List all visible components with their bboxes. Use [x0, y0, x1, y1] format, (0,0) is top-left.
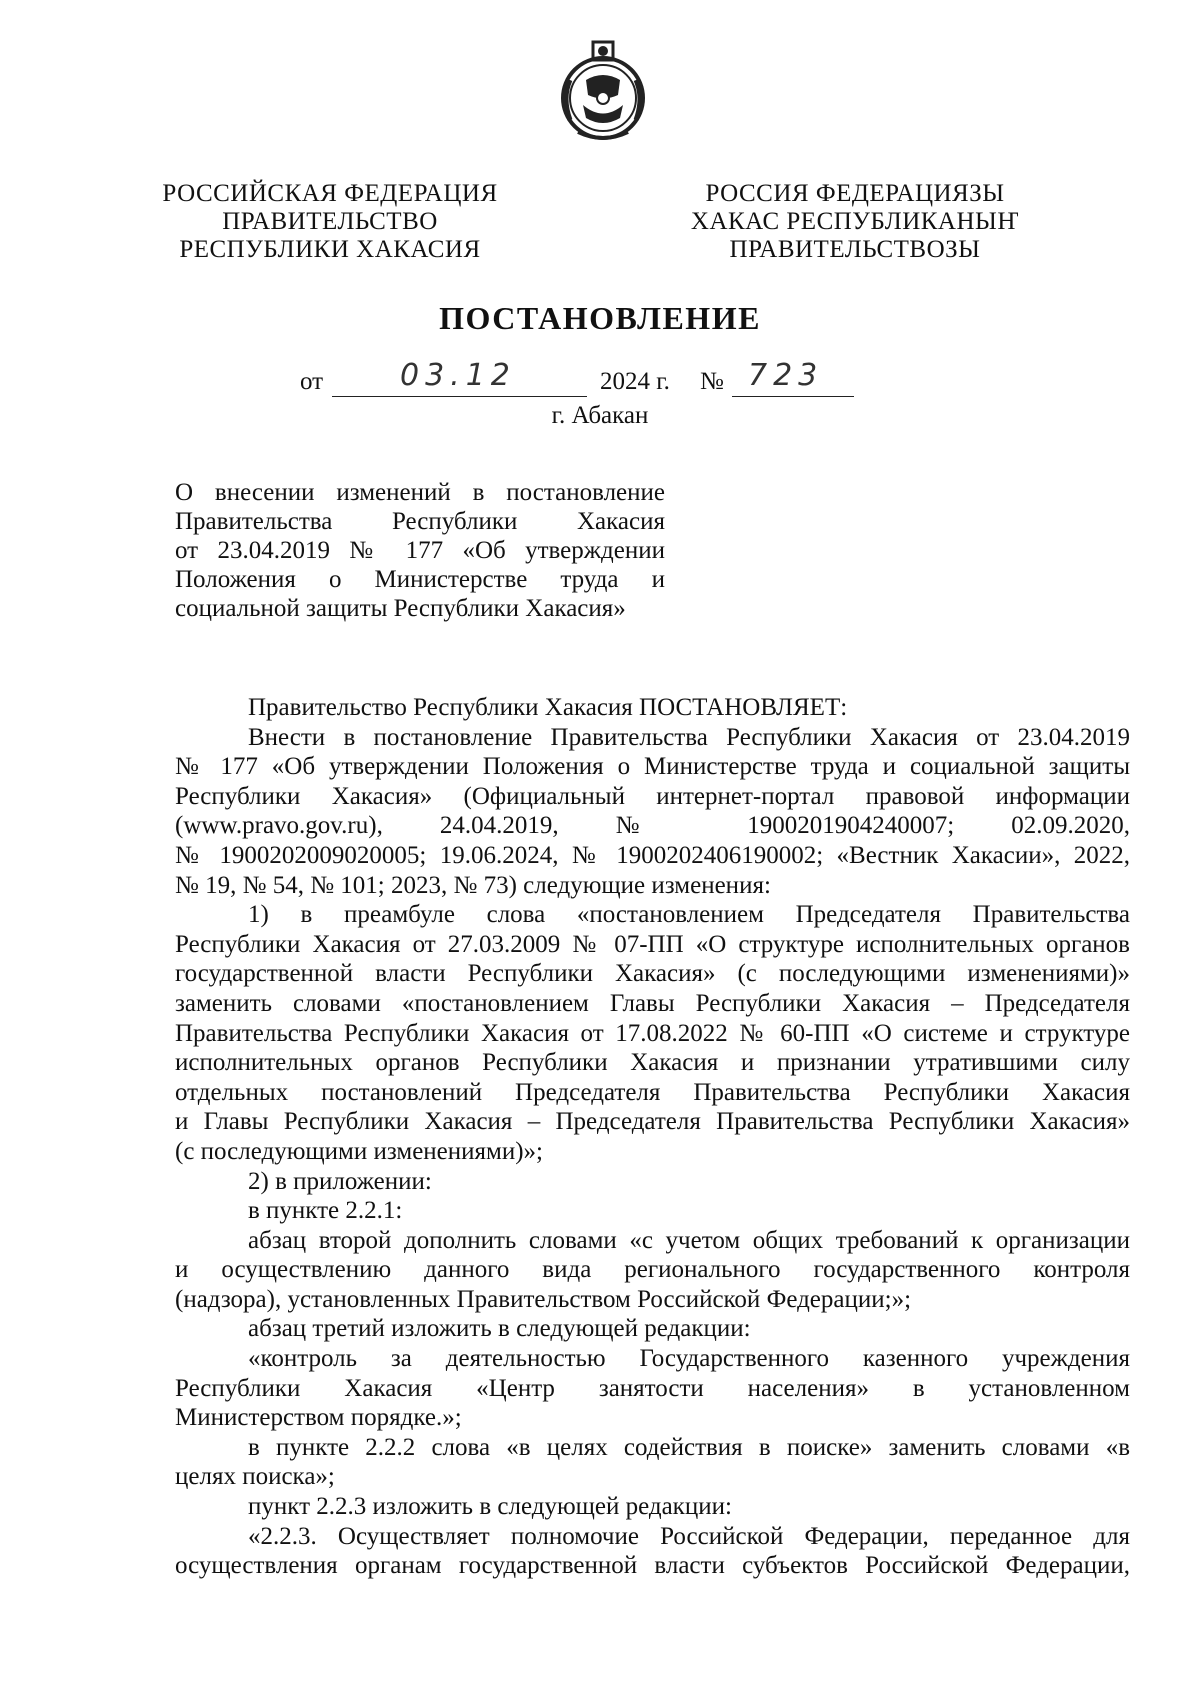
body-line: № 19, № 54, № 101; 2023, № 73) следующие изменения: — [175, 871, 771, 899]
body-line: и Главы Республики Хакасия – Председателя Правительства Республики Хакасия» — [175, 1108, 1130, 1136]
header-left-line-2: ПРАВИТЕЛЬСТВО — [222, 208, 438, 235]
subject-line: от 23.04.2019 № 177 «Об утверждении — [175, 537, 665, 564]
date-handwritten: 03.12 — [400, 358, 516, 393]
document-body — [175, 693, 1130, 1581]
header-right-line-1: РОССИЯ ФЕДЕРАЦИЯЗЫ — [705, 180, 1005, 207]
body-line: в пункте 2.2.1: — [248, 1197, 403, 1225]
document-subject — [175, 478, 665, 623]
body-line: Внести в постановление Правительства Республики Хакасия от 23.04.2019 — [248, 723, 1130, 751]
number-handwritten: 723 — [748, 358, 824, 393]
body-line: 2) в приложении: — [248, 1167, 432, 1195]
header-right-line-3: ПРАВИТЕЛЬСТВОЗЫ — [729, 236, 981, 263]
number-underline — [732, 396, 854, 397]
subject-line: социальной защиты Республики Хакасия» — [175, 595, 626, 622]
subject-line: Положения о Министерстве труда и — [175, 566, 665, 593]
body-line: «2.2.3. Осуществляет полномочие Российской Федерации, переданное для — [248, 1522, 1130, 1550]
body-line: осуществления органам государственной власти субъектов Российской Федерации, — [175, 1552, 1130, 1580]
body-line: пункт 2.2.3 изложить в следующей редакции: — [248, 1493, 732, 1521]
body-line: (www.pravo.gov.ru), 24.04.2019, № 1900201904240007; 02.09.2020, — [175, 812, 1130, 840]
header-right-line-2: ХАКАС РЕСПУБЛИКАНЫҤ — [690, 208, 1020, 235]
body-line: исполнительных органов Республики Хакасия и признании утратившими силу — [175, 1049, 1130, 1077]
body-line: Правительства Республики Хакасия от 17.08.2022 № 60-ПП «О системе и структуре — [175, 1019, 1130, 1047]
body-line: заменить словами «постановлением Главы Республики Хакасия – Председателя — [175, 989, 1130, 1017]
body-line: «контроль за деятельностью Государственного казенного учреждения — [248, 1345, 1130, 1373]
coat-of-arms-emblem — [548, 40, 658, 150]
body-line: (с последующими изменениями)»; — [175, 1137, 544, 1165]
header-right — [675, 180, 1035, 264]
city-label: г. Абакан — [551, 402, 649, 429]
body-line: в пункте 2.2.2 слова «в целях содействия в поиске» заменить словами «в — [248, 1433, 1130, 1461]
body-line: Правительство Республики Хакасия ПОСТАНОВЛЯЕТ: — [248, 694, 848, 721]
body-line: Республики Хакасия «Центр занятости населения» в установленном — [175, 1374, 1130, 1402]
document-title: ПОСТАНОВЛЕНИЕ — [439, 300, 761, 336]
body-line: (надзора), установленных Правительством Российской Федерации;»; — [175, 1285, 912, 1313]
body-line: целях поиска»; — [175, 1463, 335, 1491]
header-left — [150, 180, 510, 264]
subject-line: Правительства Республики Хакасия — [175, 508, 665, 535]
body-line: № 177 «Об утверждении Положения о Министерстве труда и социальной защиты — [175, 753, 1130, 781]
body-line: Министерством порядке.»; — [175, 1404, 462, 1432]
body-line: абзац третий изложить в следующей редакции: — [248, 1315, 751, 1343]
from-label: от — [300, 368, 324, 395]
header-left-line-1: РОССИЙСКАЯ ФЕДЕРАЦИЯ — [162, 180, 498, 207]
header-left-line-3: РЕСПУБЛИКИ ХАКАСИЯ — [179, 236, 481, 263]
number-label: № — [700, 368, 724, 395]
body-line: 1) в преамбуле слова «постановлением Председателя Правительства — [248, 901, 1130, 929]
body-line: абзац второй дополнить словами «с учетом общих требований к организации — [248, 1226, 1130, 1254]
date-number-row — [300, 358, 920, 402]
body-line: и осуществлению данного вида регионального государственного контроля — [175, 1256, 1130, 1284]
body-line: № 1900202009020005; 19.06.2024, № 1900202406190002; «Вестник Хакасии», 2022, — [175, 841, 1130, 869]
body-line: государственной власти Республики Хакасия» (с последующими изменениями)» — [175, 960, 1130, 988]
year-label: 2024 г. — [600, 368, 670, 395]
subject-line: О внесении изменений в постановление — [175, 479, 665, 506]
date-underline — [332, 396, 587, 397]
body-line: отдельных постановлений Председателя Правительства Республики Хакасия — [175, 1078, 1130, 1106]
body-line: Республики Хакасия» (Официальный интернет-портал правовой информации — [175, 782, 1130, 810]
body-line: Республики Хакасия от 27.03.2009 № 07-ПП «О структуре исполнительных органов — [175, 930, 1130, 958]
